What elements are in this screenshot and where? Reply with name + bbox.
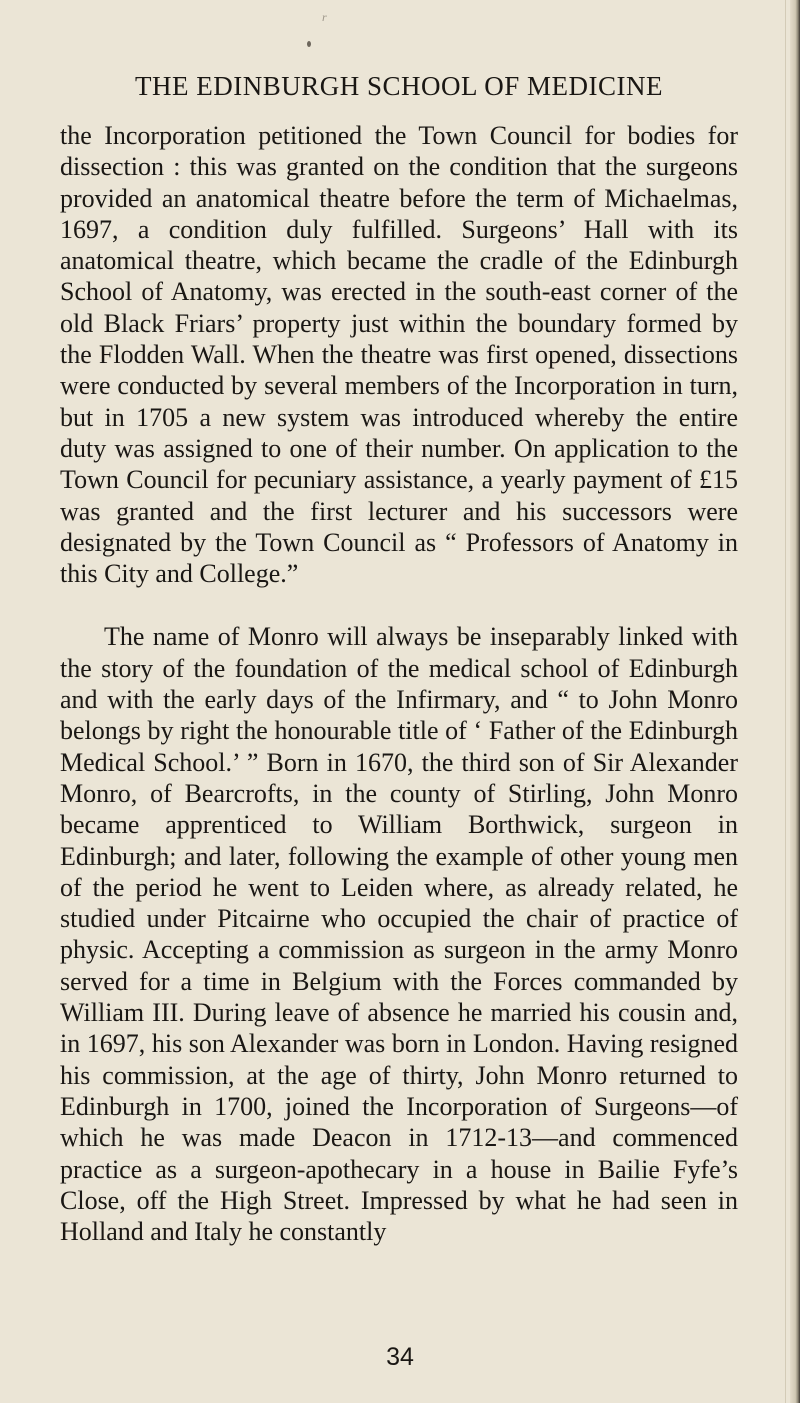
page-edge-shadow xyxy=(790,0,800,1403)
paragraph-gap xyxy=(60,589,738,621)
page-edge-line xyxy=(785,0,786,1403)
ink-speck xyxy=(307,41,311,47)
running-head: THE EDINBURGH SCHOOL OF MEDICINE xyxy=(135,71,663,101)
corner-pencil-mark: r xyxy=(322,10,327,24)
body-text xyxy=(60,120,738,1247)
paragraph-2: The name of Monro will always be inseparably linked with the story of the foundation of the medical school of Edinburgh and with the early days of the Infirmary, and “ to John Monro belongs by right the honourable title of ‘ Father of the Edinburgh Medical School.’ ” Born in 1670, the third son of Sir Alexander Monro, of Bearcrofts, in the county of Stirling, John Monro became apprenticed to William Borthwick, surgeon in Edinburgh; and later, following the example of other young men of the period he went to Leiden where, as already related, he studied under Pitcairne who occupied the chair of practice of physic. Accepting a commission as surgeon in the army Monro served for a time in Belgium with the Forces commanded by William III. During leave of absence he married his cousin and, in 1697, his son Alexander was born in London. Having resigned his commission, at the age of thirty, John Monro returned to Edinburgh in 1700, joined the Incorporation of Surgeons—of which he was made Deacon in 1712-13—and commenced practice as a surgeon-apothecary in a house in Bailie Fyfe’s Close, off the High Street. Impressed by what he had seen in Holland and Italy he constantly xyxy=(60,622,738,1247)
page-number: 34 xyxy=(386,1343,414,1371)
paragraph-1: the Incorporation petitioned the Town Council for bodies for dissection : this was granted on the condition that the surgeons provided an anatomical theatre before the term of Michaelmas, 1697, a condition duly fulfilled. Surgeons’ Hall with its anatomical theatre, which became the cradle of the Edinburgh School of Anatomy, was erected in the south-east corner of the old Black Friars’ property just within the boundary formed by the Flodden Wall. When the theatre was first opened, dissections were conducted by several members of the Incorporation in turn, but in 1705 a new system was introduced whereby the entire duty was assigned to one of their number. On application to the Town Council for pecuniary assistance, a yearly payment of £15 was granted and the first lecturer and his successors were designated by the Town Council as “ Professors of Anatomy in this City and College.” xyxy=(60,121,738,589)
